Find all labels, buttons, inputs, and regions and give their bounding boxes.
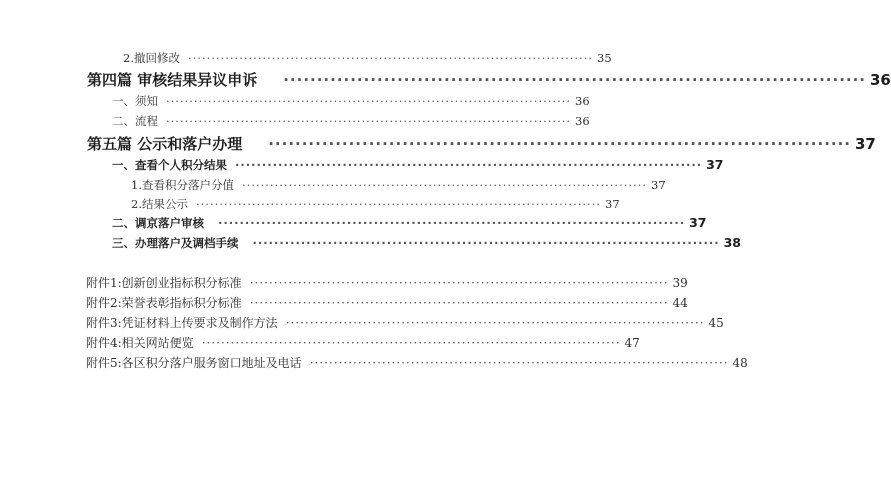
toc-entry-title: 三、办理落户及调档手续 xyxy=(112,236,239,250)
toc-entry-annex-5[interactable] xyxy=(86,354,748,371)
toc-entry-title: 附件1:创新创业指标积分标准 xyxy=(86,276,242,290)
toc-entry-title: 2.结果公示 xyxy=(131,197,188,211)
dot-leader: ······················································································· xyxy=(268,135,851,153)
dot-leader: ······················································································· xyxy=(241,178,648,192)
toc-entry-process[interactable] xyxy=(112,113,590,129)
toc-entry-result-public[interactable] xyxy=(131,196,620,212)
toc-entry-page: 44 xyxy=(672,296,688,310)
toc-entry-page: 45 xyxy=(708,316,724,330)
toc-entry-title: 二、调京落户审核 xyxy=(112,216,204,230)
toc-entry-page: 39 xyxy=(672,276,688,290)
dot-leader: ······················································································· xyxy=(252,236,720,250)
toc-entry-annex-3[interactable] xyxy=(86,314,724,331)
dot-leader: ······················································································· xyxy=(249,276,669,290)
toc-entry-page: 36 xyxy=(575,114,590,128)
dot-leader: ······················································································· xyxy=(201,336,621,350)
toc-entry-page: 36 xyxy=(575,94,590,108)
toc-entry-title: 附件2:荣誉表彰指标积分标准 xyxy=(86,296,242,310)
toc-entry-title: 附件5:各区积分落户服务窗口地址及电话 xyxy=(86,356,302,370)
toc-entry-title: 附件3:凭证材料上传要求及制作方法 xyxy=(86,316,278,330)
toc-entry-title: 第五篇 公示和落户办理 xyxy=(87,135,243,153)
toc-entry-page: 37 xyxy=(689,215,707,230)
toc-entry-view-result[interactable] xyxy=(112,157,724,173)
toc-entry-view-score[interactable] xyxy=(131,177,666,193)
toc-entry-handle-settle[interactable] xyxy=(112,235,741,251)
toc-entry-annex-4[interactable] xyxy=(86,334,640,351)
dot-leader: ······················································································· xyxy=(285,316,705,330)
toc-entry-page: 36 xyxy=(869,71,891,89)
toc-entry-page: 37 xyxy=(605,197,620,211)
toc-entry-transfer-review[interactable] xyxy=(112,215,707,231)
toc-entry-withdraw-modify[interactable] xyxy=(123,50,612,66)
toc-entry-part-four[interactable] xyxy=(87,69,891,90)
toc-entry-notice[interactable] xyxy=(112,93,590,109)
toc-entry-page: 37 xyxy=(651,178,666,192)
toc-entry-part-five[interactable] xyxy=(87,133,876,154)
dot-leader: ······················································································· xyxy=(166,114,572,128)
dot-leader: ······················································································· xyxy=(195,197,602,211)
toc-entry-page: 37 xyxy=(854,135,876,153)
toc-entry-page: 48 xyxy=(732,356,748,370)
dot-leader: ······················································································· xyxy=(283,71,866,89)
toc-entry-title: 二、流程 xyxy=(112,114,158,128)
dot-leader: ······················································································· xyxy=(235,158,703,172)
toc-entry-page: 47 xyxy=(624,336,640,350)
dot-leader: ······················································································· xyxy=(218,216,686,230)
dot-leader: ······················································································· xyxy=(187,51,594,65)
toc-entry-title: 第四篇 审核结果异议申诉 xyxy=(87,71,258,89)
toc-entry-title: 附件4:相关网站便览 xyxy=(86,336,194,350)
toc-entry-annex-2[interactable] xyxy=(86,294,688,311)
toc-entry-page: 38 xyxy=(723,235,741,250)
dot-leader: ······················································································· xyxy=(166,94,572,108)
toc-entry-annex-1[interactable] xyxy=(86,274,688,291)
toc-entry-title: 一、须知 xyxy=(112,94,158,108)
toc-entry-page: 35 xyxy=(597,51,612,65)
toc-entry-page: 37 xyxy=(706,157,724,172)
dot-leader: ······················································································· xyxy=(309,356,729,370)
dot-leader: ······················································································· xyxy=(249,296,669,310)
toc-entry-title: 2.撤回修改 xyxy=(123,51,180,65)
toc-entry-title: 1.查看积分落户分值 xyxy=(131,178,234,192)
toc-entry-title: 一、查看个人积分结果 xyxy=(112,158,227,172)
